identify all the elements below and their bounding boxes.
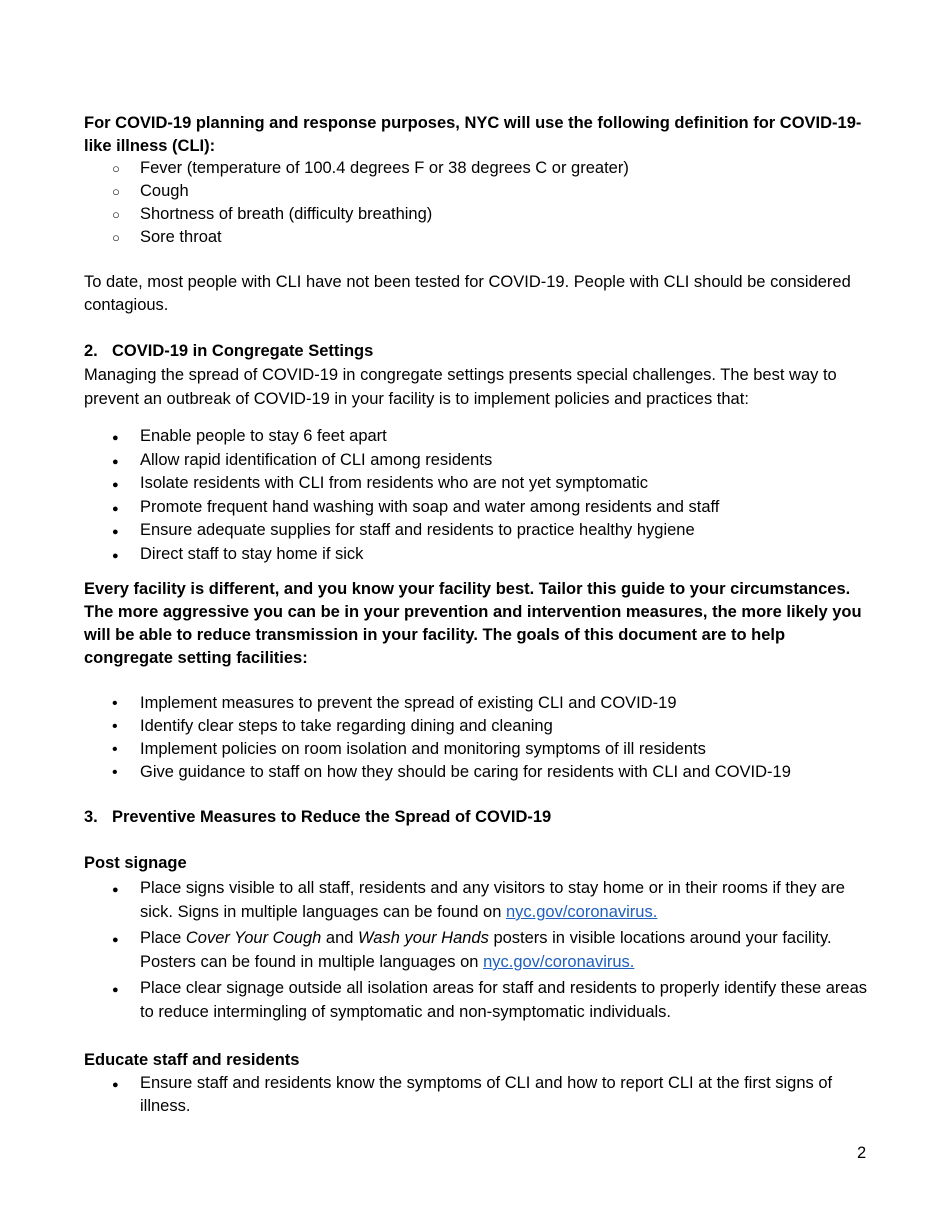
bullet-icon xyxy=(112,543,132,569)
circle-bullet-icon xyxy=(112,226,132,249)
bullet-icon xyxy=(112,519,132,545)
list-item: ● Allow rapid identification of CLI among residents xyxy=(84,449,869,473)
educate-subheading: Educate staff and residents xyxy=(84,1051,300,1069)
cli-note: To date, most people with CLI have not been tested for COVID-19. People with CLI should be considered contagious. xyxy=(84,273,851,314)
educate-list xyxy=(84,1072,869,1118)
list-item: • Give guidance to staff on how they should be caring for residents with CLI and COVID-19 xyxy=(84,761,869,784)
list-item: • Implement measures to prevent the spread of existing CLI and COVID-19 xyxy=(84,692,869,715)
list-item: ● Enable people to stay 6 feet apart xyxy=(84,425,869,449)
signage-subheading: Post signage xyxy=(84,854,187,872)
list-item: ● Place Cover Your Cough and Wash your Hands posters in visible locations around your facility. Posters can be found in multiple languages on nyc.gov/coronavirus. xyxy=(84,926,869,974)
list-item: ● Place clear signage outside all isolation areas for staff and residents to properly identify these areas to reduce intermingling of symptomatic and non-symptomatic individuals. xyxy=(84,976,869,1024)
bullet-icon xyxy=(112,425,132,451)
bullet-icon xyxy=(112,976,132,1002)
bullet-icon xyxy=(112,472,132,498)
bullet-icon xyxy=(112,1072,132,1097)
list-item: ○ Fever (temperature of 100.4 degrees F or 38 degrees C or greater) xyxy=(84,157,869,180)
list-item: • Implement policies on room isolation and monitoring symptoms of ill residents xyxy=(84,738,869,761)
coronavirus-link[interactable]: nyc.gov/coronavirus. xyxy=(483,953,635,971)
section-title: Preventive Measures to Reduce the Spread of COVID-19 xyxy=(112,808,552,826)
bullet-icon xyxy=(112,449,132,475)
list-item: ● Direct staff to stay home if sick xyxy=(84,543,869,567)
circle-bullet-icon xyxy=(112,157,132,180)
list-item: ● Promote frequent hand washing with soap and water among residents and staff xyxy=(84,496,869,520)
bullet-icon xyxy=(112,692,132,715)
cli-definition-intro: For COVID-19 planning and response purposes, NYC will use the following definition for COVID-19-like illness (CLI): xyxy=(84,114,862,155)
list-item: ● Ensure staff and residents know the symptoms of CLI and how to report CLI at the first signs of illness. xyxy=(84,1072,869,1118)
facility-emphasis-paragraph: Every facility is different, and you know your facility best. Tailor this guide to your circumstances. The more aggressive you can be in your prevention and intervention measures, the more likely you will be able to reduce transmission in your facility. The goals of this document are to help congregate setting facilities: xyxy=(84,580,862,667)
list-item: ● Place signs visible to all staff, residents and any visitors to stay home or in their rooms if they are sick. Signs in multiple languages can be found on nyc.gov/coronavirus. xyxy=(84,876,869,924)
goals-list xyxy=(84,692,869,784)
coronavirus-link[interactable]: nyc.gov/coronavirus. xyxy=(505,903,658,921)
practices-list xyxy=(84,425,869,567)
list-item: ○ Cough xyxy=(84,180,869,203)
list-item: ○ Sore throat xyxy=(84,226,869,249)
bullet-icon xyxy=(112,738,132,761)
section-number: 3. xyxy=(84,808,98,826)
bullet-icon xyxy=(112,715,132,738)
list-item: ● Ensure adequate supplies for staff and residents to practice healthy hygiene xyxy=(84,519,869,543)
bullet-icon xyxy=(112,876,132,902)
bullet-icon xyxy=(112,496,132,522)
bullet-icon xyxy=(112,761,132,784)
section-title: COVID-19 in Congregate Settings xyxy=(112,342,374,360)
section-number: 2. xyxy=(84,342,98,360)
circle-bullet-icon xyxy=(112,203,132,226)
list-item: ○ Shortness of breath (difficulty breathing) xyxy=(84,203,869,226)
list-item: • Identify clear steps to take regarding dining and cleaning xyxy=(84,715,869,738)
section-2-intro: Managing the spread of COVID-19 in congregate settings presents special challenges. The best way to prevent an outbreak of COVID-19 in your facility is to implement policies and practices that: xyxy=(84,366,837,408)
circle-bullet-icon xyxy=(112,180,132,203)
section-3-heading xyxy=(84,806,551,829)
bullet-icon xyxy=(112,926,132,952)
page-number: 2 xyxy=(857,1144,867,1162)
cli-symptoms-list xyxy=(84,157,869,249)
section-2-heading xyxy=(84,340,373,363)
signage-list xyxy=(84,876,869,1024)
list-item: ● Isolate residents with CLI from residents who are not yet symptomatic xyxy=(84,472,869,496)
